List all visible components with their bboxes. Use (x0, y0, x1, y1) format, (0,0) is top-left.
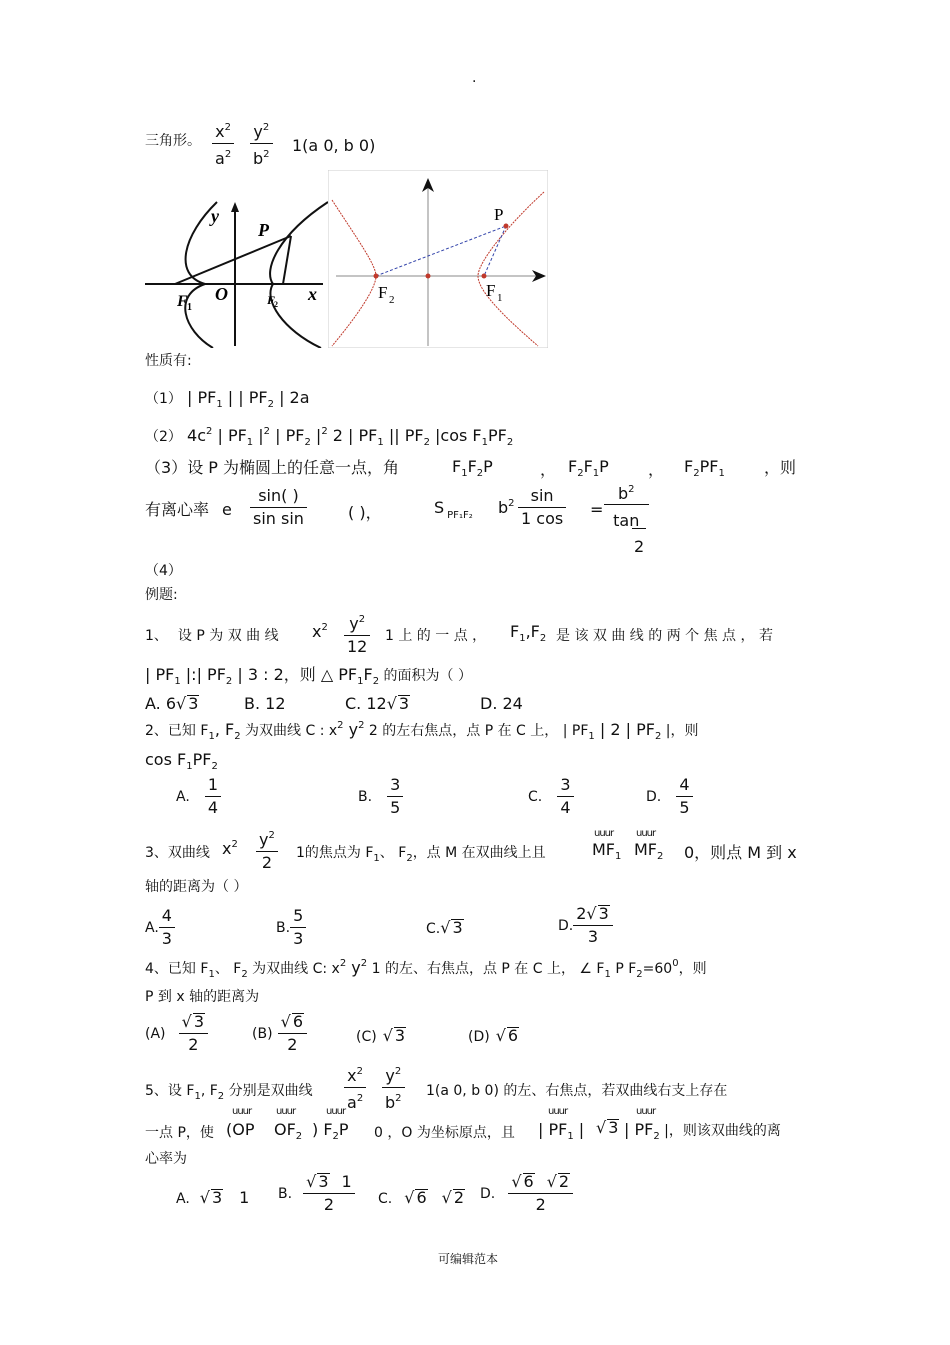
label-f2: F (267, 293, 276, 307)
q1-frac: $\frac{y^2}{12}$ (344, 610, 370, 657)
q3-option-a: A. $\frac{4}{3}$ (145, 906, 175, 949)
q5-sqrt3: √ 3 (596, 1118, 619, 1137)
property-3: （3）设 P 为椭圆上的任意一点，角 (145, 458, 400, 477)
vector-mark-mf2: uuur (636, 828, 656, 839)
q4-option-a: (A) $\frac{√ 3}{2}$ (145, 1012, 208, 1055)
q4-line2: P 到 x 轴的距离为 (145, 989, 260, 1005)
intro-tail: 1(a 0, b 0) (292, 136, 376, 155)
q2-option-a: A. $\frac{1}{4}$ (176, 775, 221, 818)
label-p-right: P (494, 205, 504, 224)
label-f2-sub: 2 (274, 300, 278, 309)
ecc-e: e (222, 500, 232, 519)
property-4: （4） (145, 563, 182, 579)
q3-lead: 3、双曲线 (145, 845, 210, 861)
point-p (504, 224, 509, 229)
q5-line2a: 一点 P，使 (145, 1125, 214, 1141)
q2-option-b: B. $\frac{3}{5}$ (358, 775, 403, 818)
examples-heading: 例题: (145, 587, 178, 603)
vector-mark-pf2: uuur (636, 1106, 656, 1117)
point-origin (426, 274, 431, 279)
q1-option-b: B. 12 (244, 694, 286, 713)
label-f1-sub: 1 (187, 302, 192, 313)
q3-option-b: B. $\frac{5}{3}$ (276, 906, 306, 949)
area-frac1: $\frac{\sin}{1 \cos}$ (518, 486, 566, 529)
q5-op: (OP (226, 1120, 255, 1139)
vector-mark-op: uuur (232, 1106, 252, 1117)
ecc-fraction: $\frac{\sin( )}{\text{sin sin}}$ (250, 486, 307, 529)
angle-beta: $F_2F_1P$ (568, 457, 609, 479)
q3-line2: 轴的距离为（ ） (145, 879, 248, 895)
q5-line2b: 0 ，O 为坐标原点，且 (374, 1125, 515, 1141)
label-f2-right: F (378, 283, 388, 302)
angle-alpha: $F_1F_2P$ (452, 457, 493, 479)
area-eq: = (590, 500, 604, 519)
ecc-text: 有离心率 (145, 500, 210, 519)
area-frac2: $\frac{b^2}{\tan}$ (604, 480, 649, 531)
label-o: O (215, 284, 228, 304)
q1-text-c: 是 该 双 曲 线 的 两 个 焦 点 ， 若 (556, 628, 773, 644)
figure-right-frame (328, 170, 548, 348)
q1-foci: $F_1,F_2$ (510, 622, 547, 644)
q1-line2: | $PF_1$ |:| $PF_2$ | 3 : 2，则 △ $PF_1F_2$ 的面积为（ ） (145, 665, 472, 687)
q5-option-a: A. √ 3 1 (176, 1188, 250, 1207)
q3-mf2: $MF_2$ (634, 840, 664, 862)
q5-pf2: | $PF_2$ |，则该双曲线的离 (624, 1120, 781, 1142)
q3-x2: $x^2$ (222, 839, 238, 858)
tan-frac-bar (632, 528, 646, 529)
header-dot: . (472, 70, 477, 86)
label-y: y (211, 206, 219, 226)
intro-lead: 三角形。 (145, 133, 201, 149)
q1-text-b: 1 上 的 一 点 ， (385, 628, 487, 644)
comma-2: ， (648, 460, 665, 479)
hyperbola-figure-left (143, 200, 328, 348)
q2-line2: $\cos F_1PF_2$ (145, 750, 218, 772)
q5-frac-y: $\frac{y^2}{b^2}$ (382, 1062, 405, 1113)
tan-denominator: 2 (634, 537, 645, 556)
label-f1: F (177, 293, 188, 310)
q5-frac-x: $\frac{x^2}{a^2}$ (344, 1062, 366, 1113)
then-text: ，则 (764, 458, 797, 477)
q3-option-c: C.√ 3 (426, 918, 463, 937)
q5-option-b: B. $\frac{√ 3 1}{2}$ (278, 1172, 355, 1215)
q5-line3: 心率为 (145, 1151, 187, 1167)
q5-text-d: 1(a 0, b 0) 的左、右焦点，若双曲线右支上存在 (426, 1083, 728, 1099)
q1-x2: $x^2$ (312, 622, 328, 641)
intro-frac-x: $\frac{x^2}{a^2}$ (212, 118, 234, 169)
q3-text: 1的焦点为 $F_1$、 $F_2$，点 M 在双曲线上且 (296, 845, 546, 864)
property-2: （2） $4c^2$ | $PF_1$ $|^2$ | $PF_2$ $|^2$ 2 | $PF_1$ || $PF_2$ |cos $F_1PF_2$ (145, 426, 514, 448)
properties-heading: 性质有: (145, 353, 192, 369)
q3-zero: 0，则点 M 到 x (684, 843, 797, 862)
ecc-paren: ( )， (348, 503, 382, 522)
hyperbola-figure-right (328, 170, 548, 348)
q2-line1: 2、已知 $F_1$, $F_2$ 为双曲线 C : $x^2$ $y^2$ 2 的左右焦点，点 P 在 C 上， | $PF_1$ | 2 | $PF_2$ |，则 (145, 720, 699, 742)
q3-mf1: $MF_1$ (592, 840, 622, 862)
q1-line1: 1、 设 P 为 双 曲 线 (145, 628, 279, 644)
q5-lead: 5、设 $F_1$, $F_2$ 分别是双曲线 (145, 1083, 313, 1102)
area-b2: $b^2$ (498, 498, 515, 517)
label-f1-right: F (486, 281, 496, 300)
q3-option-d: D. $\frac{2√ 3}{3}$ (558, 904, 613, 947)
q1-option-d: D. 24 (480, 694, 523, 713)
point-f2 (374, 274, 379, 279)
point-f1 (482, 274, 487, 279)
q1-option-c: C. 12√ 3 (345, 694, 410, 713)
q4-line1: 4、已知 $F_1$、 $F_2$ 为双曲线 C: $x^2$ $y^2$ 1 的左、右焦点，点 P 在 C 上， ∠ $F_1$ P $F_2=60^0$，则 (145, 958, 707, 980)
footer-text: 可编辑范本 (438, 1252, 499, 1266)
q4-option-c: (C) √ 3 (356, 1026, 406, 1045)
q4-option-b: (B) $\frac{√ 6}{2}$ (252, 1012, 307, 1055)
q4-option-d: (D) √ 6 (468, 1026, 519, 1045)
vector-mark-mf1: uuur (594, 828, 614, 839)
q5-of2: $OF_2$ (274, 1120, 303, 1142)
q2-option-c: C. $\frac{3}{4}$ (528, 775, 574, 818)
q1-option-a: A. 6√ 3 (145, 694, 199, 713)
label-f2-right-sub: 2 (389, 294, 395, 306)
intro-frac-y: $\frac{y^2}{b^2}$ (250, 118, 273, 169)
vector-mark-pf1: uuur (548, 1106, 568, 1117)
vector-mark-of2: uuur (276, 1106, 296, 1117)
q5-option-c: C. √ 6 √ 2 (378, 1188, 465, 1207)
angle-gamma: $F_2PF_1$ (684, 457, 725, 479)
comma-1: ， (540, 460, 557, 479)
property-1: （1） | $PF_1$ | | $PF_2$ | 2a (145, 388, 310, 410)
label-x: x (308, 284, 317, 304)
vector-mark-f2p: uuur (326, 1106, 346, 1117)
q5-option-d: D. $\frac{√ 6 √ 2}{2}$ (480, 1172, 573, 1215)
q3-frac: $\frac{y^2}{2}$ (256, 826, 278, 873)
q2-option-d: D. $\frac{4}{5}$ (646, 775, 693, 818)
area-s: S $_{PF_1F_2}$ (434, 498, 473, 521)
label-f1-right-sub: 1 (497, 292, 503, 304)
q5-pf1: | $PF_1$ | (538, 1120, 585, 1142)
q5-f2p: ) $F_2P$ (312, 1120, 349, 1142)
intro-line (145, 130, 201, 150)
label-p: P (258, 220, 269, 240)
